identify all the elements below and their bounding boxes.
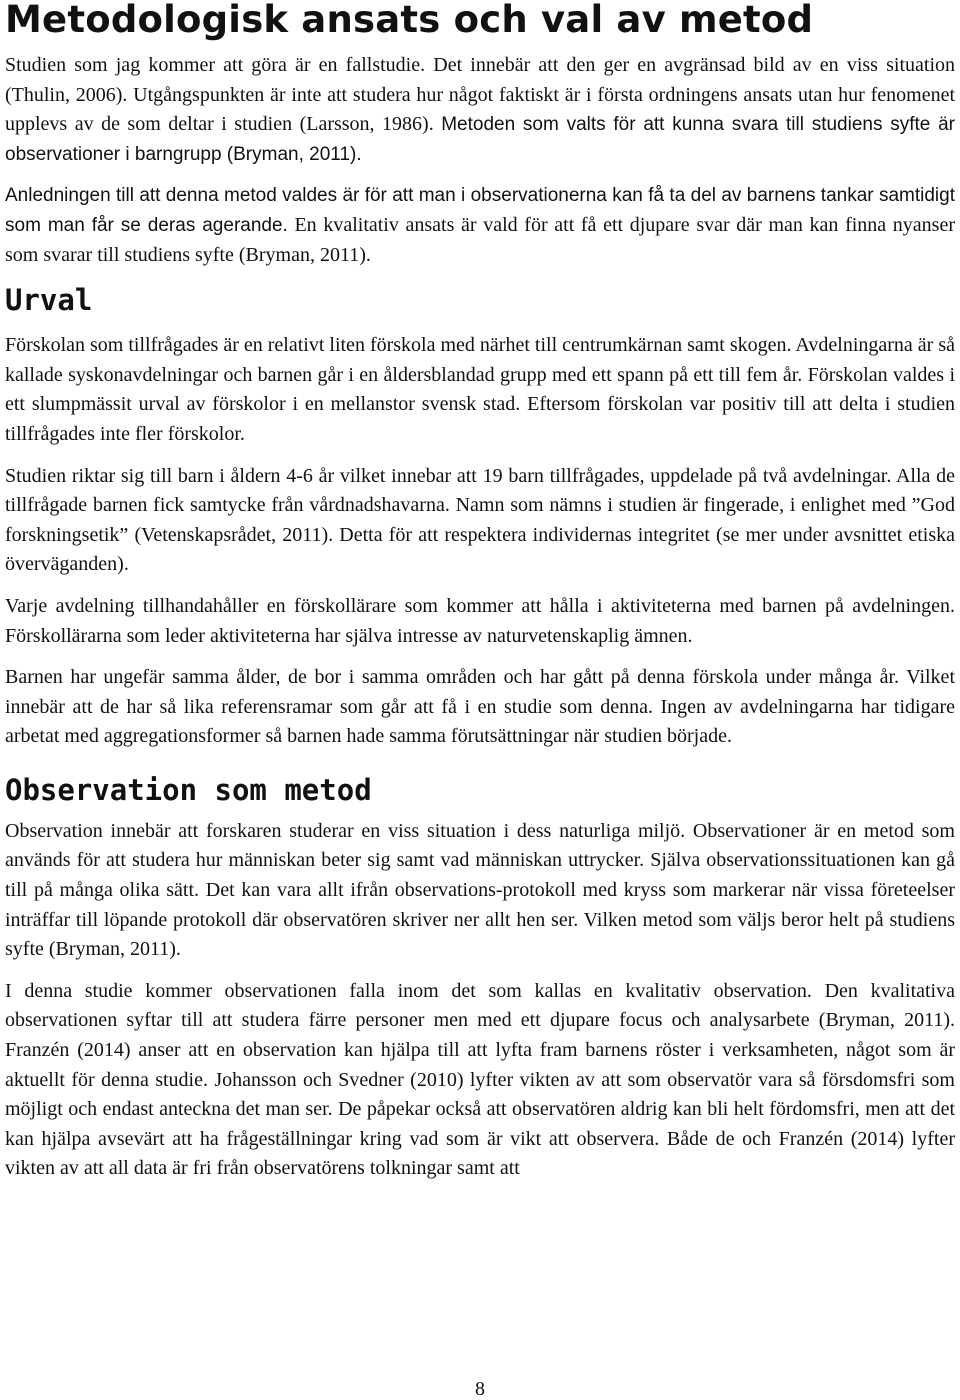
paragraph-kvalitativ-observation: I denna studie kommer observationen falla inom det som kallas en kvalitativ observation. Den kvalitativa observationen syftar till att studera färre personer men med ett djupare focus och analysarbete (Bryman, 2011). Franzén (2014) anser att en observation kan hjälpa till att lyfta fram barnens röster i verksamheten, något som är aktuellt för denna studie. Johansson och Svedner (2010) lyfter vikten av att som observatör vara så försdomsfri som möjligt och endast anteckna det man ser. De påpekar också att observatören aldrig kan bli helt fördomsfri, men att det kan hjälpa avsevärt att ha frågeställningar kring vad som är vikt att observera. Både de och Franzén (2014) lyfter vikten av att all data är fri från observatörens tolkningar samt att bbox=[5, 979, 955, 1180]
paragraph-barnen: Barnen har ungefär samma ålder, de bor i samma områden och har gått på denna förskola under många år. Vilket innebär att de har så lika referensramar som går att få i en studie som denna. Ingen av avdelningarna har tidigare arbetat med aggregationsformer så barnen hade samma förutsättningar när studien började. bbox=[5, 666, 955, 748]
paragraph-observation: Observation innebär att forskaren studerar en viss situation i dess naturliga miljö. Observationer är en metod som används för att studera hur människan beter sig samt vad människan uttrycker. Själva observationssituationen kan gå till på många olika sätt. Det kan vara allt ifrån observations-protokoll med kryss som markerar när vissa företeelser inträffar till löpande protokoll där observatören skriver ner allt hen ser. Vilken metod som väljs beror helt på studiens syfte (Bryman, 2011). bbox=[5, 819, 955, 961]
section-heading-observation: Observation som metod bbox=[5, 772, 372, 807]
paragraph-anledningen bbox=[5, 181, 955, 270]
paragraph-text: Studien som jag kommer att göra är en fallstudie. Det innebär att den ger en avgränsad bild av en viss situation (Thulin, 2006). Utgångspunkten är inte att studera hur något faktiskt är i första ordningens ansats utan hur fenomenet upplevs av de som deltar i studien (Larsson, 1986). bbox=[5, 54, 955, 136]
document-page bbox=[5, 0, 955, 1184]
paragraph-text: En kvalitativ ansats är vald för att få ett djupare svar där man kan finna nyanser som svarar till studiens syfte (Bryman, 2011). bbox=[5, 213, 956, 266]
paragraph-fallstudie bbox=[5, 51, 955, 169]
paragraph-forskolan: Förskolan som tillfrågades är en relativt liten förskola med närhet till centrumkärnan samt skogen. Avdelningarna är så kallade syskonavdelningar och barnen går i en åldersblandad grupp med ett spann på ett till fem år. Förskolan valdes i ett slumpmässit urval av förskolor i en mellanstor svensk stad. Eftersom förskolan var positiv till att delta i studien tillfrågades inte fler förskolor. bbox=[5, 334, 955, 445]
paragraph-text-sans: Anledningen till att denna metod valdes är för att man i observationerna kan få ta del av barnens tankar samtidigt som man får se deras agerande. bbox=[5, 185, 955, 236]
paragraph-studien-riktar: Studien riktar sig till barn i åldern 4-6 år vilket innebar att 19 barn tillfrågades, uppdelade på två avdelningar. Alla de tillfrågade barnen fick samtycke från vårdnadshavarna. Namn som nämns i studien är fingerade, i enlighet med ”God forskningsetik” (Vetenskapsrådet, 2011). Detta för att respektera individernas integritet (se mer under avsnittet etiska överväganden). bbox=[5, 464, 955, 576]
paragraph-text-sans: Metoden som valts för att kunna svara till studiens syfte är observationer i barngrupp (Bryman, 2011). bbox=[5, 114, 956, 165]
page-number: 8 bbox=[475, 1378, 485, 1400]
section-heading-urval: Urval bbox=[5, 283, 93, 318]
paragraph-varje-avdelning: Varje avdelning tillhandahåller en förskollärare som kommer att hålla i aktiviteterna med barnen på avdelningen. Förskollärarna som leder aktiviteterna har själva intresse av naturvetenskaplig ämnen. bbox=[5, 594, 955, 647]
section-heading-metodologisk-ansats: Metodologisk ansats och val av metod bbox=[5, 0, 814, 41]
